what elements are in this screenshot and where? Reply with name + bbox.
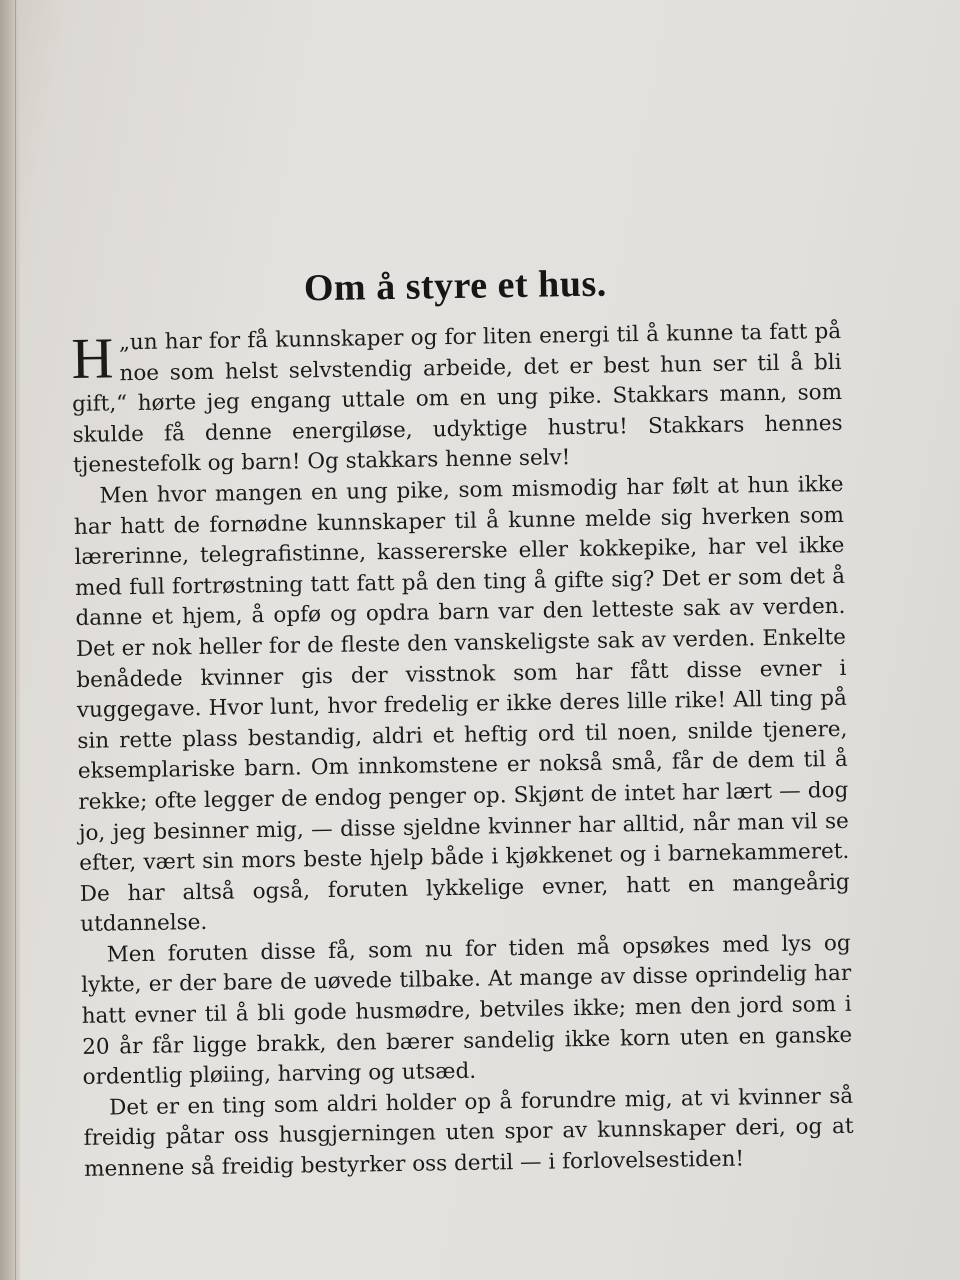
page-text-block (70, 258, 854, 1186)
paragraph-1-text: un har for få kunnskaper og for liten energi til å kunne ta fatt på noe som helst selvstendig arbeide, det er best hun ser til å bli gift,“ hørte jeg engang uttale om en ung pike. Stakkars mann, som skulde få denne energiløse, udyktige hustru! Stakkars hennes tjenestefolk og barn! Og stakkars henne selv! (71, 318, 843, 479)
paragraph-3: Men foruten disse få, som nu for tiden må opsøkes med lys og lykte, er der bare de uøvede tilbake. At mange av disse oprindelig har hatt evner til å bli gode husmødre, betviles ikke; men den jord som i 20 år får ligge brakk, den bærer sandelig ikke korn uten en ganske ordentlig pløiing, harving og utsæd. (81, 930, 853, 1091)
chapter-title: Om å styre et hus. (303, 262, 607, 310)
page-edge-line (15, 0, 16, 1280)
book-spine-shadow (0, 0, 20, 1280)
paragraph-2: Men hvor mangen en ung pike, som mismodig har følt at hun ikke har hatt de fornødne kunnskaper til å kunne melde sig hverken som lærerinne, telegrafistinne, kassererske eller kokkepike, har vel ikke med full fortrøstning tatt fatt på den ting å gifte sig? Det er som det å danne et hjem, å opfø og opdra barn var den letteste sak av verden. Det er nok heller for de fleste den vanskeligste sak av verden. Enkelte benådede kvinner gis der visstnok som har fått disse evner i vuggegave. Hvor lunt, hvor fredelig er ikke deres lille rike! All ting på sin rette plass bestandig, aldri et heftig ord til noen, snilde tjenere, eksemplariske barn. Om innkomstene er nokså små, får de dem til å rekke; ofte legger de endog penger op. Skjønt de intet har lært — dog jo, jeg besinner mig, — disse sjeldne kvinner har alltid, når man vil se efter, vært sin mors beste hjelp både i kjøkkenet og i barnekammeret. De har altså også, foruten lykkelige evner, hatt en mangeårig utdannelse. (73, 471, 850, 938)
opening-quote: „ (118, 330, 131, 355)
drop-cap-letter: H (70, 325, 114, 391)
paragraph-1 (71, 316, 843, 482)
paragraph-4: Det er en ting som aldri holder op å forundre mig, at vi kvinner så freidig påtar oss husgjerningen uten spor av kunnskaper deri, og at mennene så freidig bestyrker oss dertil — i forlovelsestiden! (83, 1083, 854, 1182)
